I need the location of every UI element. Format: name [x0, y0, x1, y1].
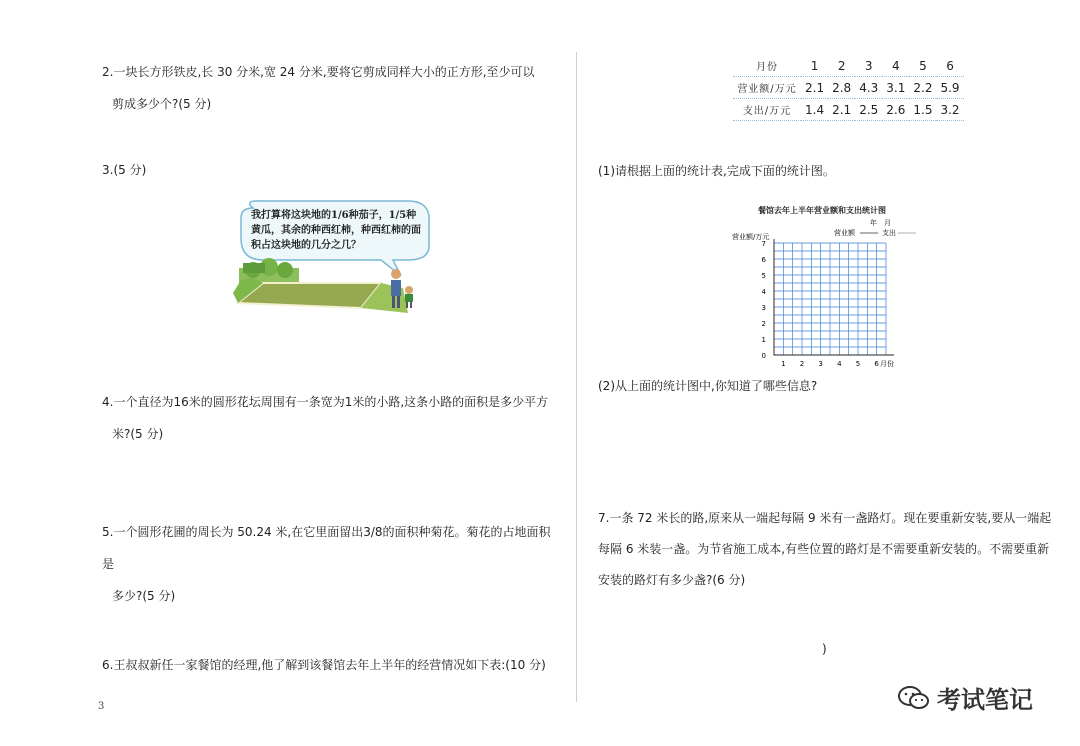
y-tick-label: 4: [761, 288, 766, 296]
table-cell: 5: [909, 55, 936, 77]
table-row-label: 营业额/万元: [733, 77, 801, 99]
x-tick-label: 3: [818, 360, 823, 368]
table-cell: 6: [936, 55, 963, 77]
chart-y-axis-label: 营业额/万元: [732, 233, 770, 241]
q2-line2: 剪成多少个?(5 分): [112, 97, 212, 111]
y-tick-label: 6: [761, 256, 766, 264]
q6-line1: 6.王叔叔新任一家餐馆的经理,他了解到该餐馆去年上半年的经营情况如下表:(10 分): [102, 658, 546, 672]
q4-line2: 米?(5 分): [112, 427, 164, 441]
table-cell: 2.8: [828, 77, 855, 99]
table-cell: 4.3: [855, 77, 882, 99]
y-tick-label: 1: [761, 336, 766, 344]
data-table: [733, 55, 964, 121]
table-cell: 3.1: [882, 77, 909, 99]
watermark-text: 考试笔记: [937, 686, 1033, 714]
q4-line1: 4.一个直径为16米的圆形花坛周围有一条宽为1米的小路,这条小路的面积是多少平方: [102, 395, 549, 409]
column-divider: [576, 52, 577, 702]
x-tick-label: 5: [855, 360, 861, 368]
table-cell: 2.2: [909, 77, 936, 99]
q2-line1: 2.一块长方形铁皮,长 30 分米,宽 24 分米,要将它剪成同样大小的正方形,至少可以: [102, 65, 535, 79]
y-tick-label: 5: [761, 272, 766, 280]
question-3-label: [102, 154, 552, 186]
question-6: [102, 649, 552, 681]
legend-expense: 支出: [882, 229, 896, 237]
x-tick-label: 6: [874, 360, 879, 368]
table-cell: 2: [828, 55, 855, 77]
chart-title: 餐馆去年上半年营业额和支出统计图: [758, 206, 886, 215]
table-cell: 1: [801, 55, 828, 77]
chart-date-label: 年 月: [870, 219, 891, 227]
question-2: [102, 56, 552, 120]
table-cell: 5.9: [936, 77, 963, 99]
statistics-chart: [730, 203, 930, 373]
x-tick-label: 4: [837, 360, 842, 368]
q5-line1: 5.一个圆形花圃的周长为 50.24 米,在它里面留出3/8的面积种菊花。菊花的占地面积是: [102, 525, 551, 571]
y-tick-label: 2: [761, 320, 766, 328]
q7-line2: 每隔 6 米装一盏。为节省施工成本,有些位置的路灯是不需要重新安装的。不需要重新: [598, 542, 1050, 556]
table-row-expense: [733, 99, 964, 121]
page-number: 3: [98, 701, 105, 712]
table-cell: 4: [882, 55, 909, 77]
x-tick-label: 1: [781, 360, 786, 368]
table-row-months: [733, 55, 964, 77]
table-cell: 1.4: [801, 99, 828, 121]
q7-line1: 7.一条 72 米长的路,原来从一端起每隔 9 米有一盏路灯。现在要重新安装,要从一端起: [598, 511, 1052, 525]
chart-x-axis-label: 月份: [880, 360, 894, 368]
table-cell: 1.5: [909, 99, 936, 121]
illustration-field: [233, 198, 438, 318]
table-cell: 2.1: [828, 99, 855, 121]
question-5: [102, 516, 552, 612]
table-row-label: 支出/万元: [733, 99, 801, 121]
question-4: [102, 386, 552, 450]
part-1-instruction: (1)请根据上面的统计表,完成下面的统计图。: [598, 164, 835, 178]
chart-axes: [774, 239, 894, 355]
y-tick-label: 3: [761, 304, 766, 312]
speech-bubble-text: 我打算将这块地的1/6种茄子，1/5种黄瓜，其余的种西红柿，种西红柿的面积占这块地的几分之几？: [251, 210, 421, 251]
close-paren: ): [822, 642, 827, 656]
table-cell: 3.2: [936, 99, 963, 121]
table-cell: 2.5: [855, 99, 882, 121]
table-row-revenue: [733, 77, 964, 99]
q7-line3: 安装的路灯有多少盏?(6 分): [598, 573, 746, 587]
legend-revenue: 营业额: [834, 229, 855, 237]
watermark: [897, 680, 1033, 715]
table-cell: 2.6: [882, 99, 909, 121]
table-cell: 2.1: [801, 77, 828, 99]
x-tick-label: 2: [799, 360, 805, 368]
q5-line2: 多少?(5 分): [112, 589, 176, 603]
y-tick-label: 7: [761, 240, 766, 248]
y-tick-label: 0: [761, 352, 766, 360]
q3-label: 3.(5 分): [102, 163, 147, 177]
part-2-instruction: (2)从上面的统计图中,你知道了哪些信息?: [598, 379, 818, 393]
table-header: 月份: [733, 55, 801, 77]
table-cell: 3: [855, 55, 882, 77]
wechat-icon: [897, 685, 931, 711]
question-7: [598, 503, 1058, 596]
